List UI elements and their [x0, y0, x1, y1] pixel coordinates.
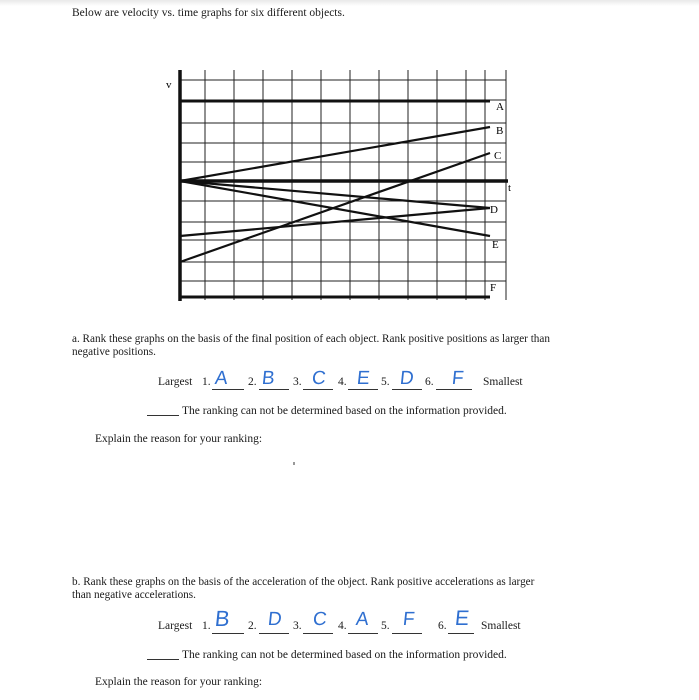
part-a-num-2: 2. [248, 376, 257, 388]
part-a-num-5: 5. [381, 376, 390, 388]
part-a-blank-5[interactable] [392, 389, 422, 390]
part-b-question: b. Rank these graphs on the basis of the acceleration of the object. Rank positive accelerations as larger than negative accelerations. [72, 576, 535, 601]
part-a-question: a. Rank these graphs on the basis of the final position of each object. Rank positive positions as larger than negative positions. [72, 333, 550, 358]
part-a-blank-2[interactable] [259, 389, 289, 390]
part-b-cannot-text: The ranking can not be determined based on the information provided. [182, 649, 507, 661]
part-b-largest-label: Largest [158, 620, 193, 632]
line-D [180, 181, 490, 208]
part-b-blank-4[interactable] [348, 633, 378, 634]
part-a-blank-4[interactable] [348, 389, 378, 390]
part-b-answer-2: D [266, 609, 283, 630]
y-axis-label: v [166, 79, 172, 91]
part-b-num-3: 3. [293, 620, 302, 632]
part-a-smallest-label: Smallest [483, 376, 523, 388]
line-E [180, 181, 490, 236]
part-a-largest-label: Largest [158, 376, 193, 388]
part-a-answer-5: D [398, 368, 415, 389]
part-b-num-1: 1. [202, 620, 211, 632]
intro-text: Below are velocity vs. time graphs for six different objects. [72, 7, 345, 19]
part-a-num-4: 4. [338, 376, 347, 388]
label-D: D [490, 204, 498, 216]
part-a-answer-2: B [260, 368, 276, 389]
part-b-blank-3[interactable] [303, 633, 333, 634]
label-B: B [496, 125, 504, 137]
stray-mark [293, 462, 295, 465]
label-E: E [492, 239, 499, 251]
part-a-cannot-text: The ranking can not be determined based on the information provided. [182, 405, 507, 417]
part-b-answer-4: A [354, 609, 370, 630]
label-A: A [496, 101, 504, 113]
part-b-smallest-label: Smallest [481, 620, 521, 632]
part-b-answer-3: C [311, 609, 328, 630]
part-a-num-1: 1. [202, 376, 211, 388]
part-b-num-2: 2. [248, 620, 257, 632]
part-b-cannot-blank[interactable] [147, 659, 179, 660]
part-a-answer-6: F [450, 368, 465, 389]
part-b-num-4: 4. [338, 620, 347, 632]
part-b-num-6: 6. [438, 620, 447, 632]
part-a-num-6: 6. [425, 376, 434, 388]
x-axis-label: t [508, 182, 512, 194]
part-b-answer-5: F [401, 609, 416, 630]
part-a-cannot-blank[interactable] [147, 415, 179, 416]
part-b-explain: Explain the reason for your ranking: [95, 676, 263, 688]
line-B [180, 127, 490, 181]
part-a-answer-3: C [310, 368, 327, 389]
part-a-num-3: 3. [293, 376, 302, 388]
label-C: C [494, 150, 502, 162]
label-F: F [490, 282, 497, 294]
part-a-blank-6[interactable] [436, 389, 472, 390]
part-a-blank-1[interactable] [212, 389, 244, 390]
part-a-explain: Explain the reason for your ranking: [95, 433, 263, 445]
part-a-answer-1: A [213, 368, 229, 389]
part-b-answer-1: B [213, 606, 232, 631]
part-b-blank-5[interactable] [392, 633, 422, 634]
part-b-blank-2[interactable] [259, 633, 289, 634]
part-a-blank-3[interactable] [303, 389, 333, 390]
part-a-answer-4: E [355, 368, 371, 389]
part-b-answer-6: E [453, 607, 471, 630]
part-b-num-5: 5. [381, 620, 390, 632]
part-b-blank-1[interactable] [212, 633, 244, 634]
part-b-blank-6[interactable] [448, 633, 474, 634]
